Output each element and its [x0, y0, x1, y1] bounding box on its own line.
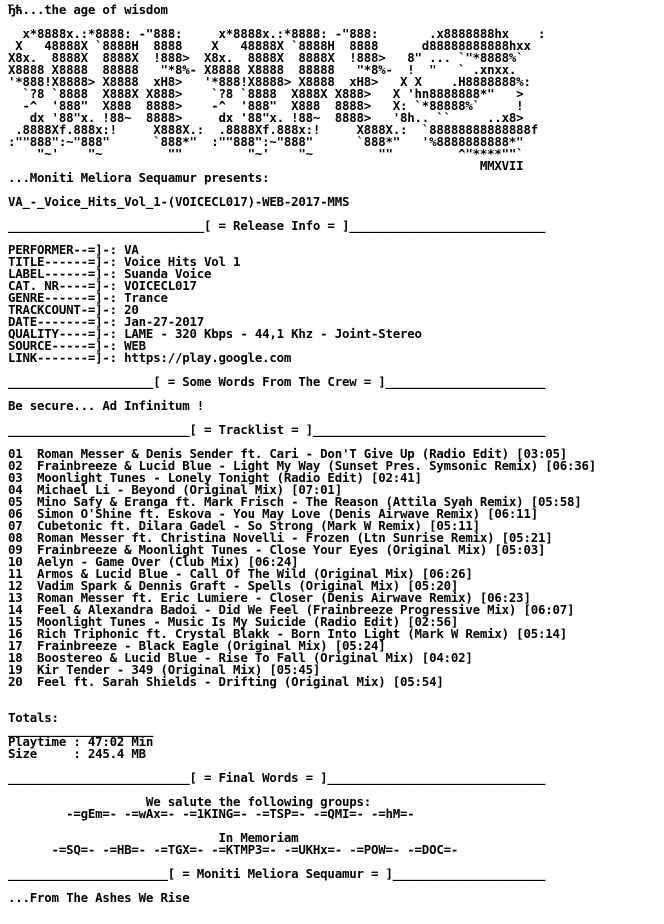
track-item: 06 Simon O'Shine ft. Eskova - You May Love (Denis Airwave Remix) [06:11] [8, 506, 538, 521]
track-item: 18 Boostereo & Lucid Blue - Rise To Fall (Original Mix) [04:02] [8, 650, 473, 665]
track-item: 13 Roman Messer ft. Eric Lumiere - Closer (Denis Airwave Remix) [06:23] [8, 590, 531, 605]
track-item: 01 Roman Messer & Denis Sender ft. Cari - Don'T Give Up (Radio Edit) [03:05] [8, 446, 568, 461]
track-item: 17 Frainbreeze - Black Eagle (Original Mix) [05:24] [8, 638, 386, 653]
text-line: We salute the following groups: [8, 794, 371, 809]
ascii-art-line: -^ '888" X888 8888> -^ '888" X888 8888> X: `*88888%` ! [8, 98, 524, 113]
track-item: 20 Feel ft. Sarah Shields - Drifting (Original Mix) [05:54] [8, 674, 444, 689]
section-divider: ______________________[ = Moniti Meliora Sequamur = ]_____________________ [8, 866, 546, 881]
track-item: 14 Feel & Alexandra Badoi - Did We Feel (Frainbreeze Progressive Mix) [06:07] [8, 602, 575, 617]
track-item: 11 Armos & Lucid Blue - Call Of The Wild (Original Mix) [06:26] [8, 566, 473, 581]
text-line: VA_-_Voice_Hits_Vol_1-(VOICECL017)-WEB-2017-MMS [8, 194, 350, 209]
ascii-art-line: x*8888x.:*8888: -"888: x*8888x.:*8888: -"888: .x8888888hx : [8, 26, 546, 41]
track-item: 16 Rich Triphonic ft. Crystal Blakk - Born Into Light (Mark W Remix) [05:14] [8, 626, 568, 641]
track-item: 15 Moonlight Tunes - Music Is My Suicide (Radio Edit) [02:56] [8, 614, 459, 629]
blank-line [8, 700, 596, 712]
section-divider: _________________________[ = Tracklist = ]________________________________ [8, 422, 546, 437]
track-item: 03 Moonlight Tunes - Lonely Tonight (Radio Edit) [02:41] [8, 470, 422, 485]
section-divider: ___________________________[ = Release Info = ]___________________________ [8, 218, 546, 233]
release-info-field: LABEL------=]-: Suanda Voice [8, 266, 212, 281]
release-info-field: TITLE------=]-: Voice Hits Vol 1 [8, 254, 241, 269]
text-line: -=gEm=- -=wAx=- -=1KING=- -=TSP=- -=QMI=- -=hM=- [8, 806, 415, 821]
ascii-art-line: X8x. 8888X 8888X !888> X8x. 8888X 8888X !888> 8" ... `"*8888%` [8, 50, 524, 65]
release-info-field: SOURCE-----=]-: WEB [8, 338, 146, 353]
text-line: ...From The Ashes We Rise [8, 890, 190, 905]
release-info-field: QUALITY----=]-: LAME - 320 Kbps - 44,1 Khz - Joint-Stereo [8, 326, 422, 341]
ascii-art-line: X 48888X `8888H 8888 X 48888X `8888H 8888 d88888888888hxx [8, 38, 531, 53]
text-line: In Memoriam [8, 830, 299, 845]
section-divider: _________________________[ = Final Words = ]______________________________ [8, 770, 546, 785]
ascii-art-line: '*888!X8888> X8888 xH8> '*888!X8888> X8888 xH8> X X .H8888888%: [8, 74, 531, 89]
text-line: Playtime : 47:02 Min [8, 734, 154, 749]
track-item: 09 Frainbreeze & Moonlight Tunes - Close Your Eyes (Original Mix) [05:03] [8, 542, 546, 557]
release-info-field: PERFORMER--=]-: VA [8, 242, 139, 257]
text-line: -=SQ=- -=HB=- -=TGX=- -=KTMP3=- -=UKHx=- -=POW=- -=DOC=- [8, 842, 459, 857]
ascii-art-line: dx '88"x. !88~ 8888> dx '88"x. !88~ 8888> '8h.. `` ..x8> [8, 110, 524, 125]
ascii-art-line: "~' "~ "" "~' "~ "" ^"****""` [8, 146, 524, 161]
blank-line [8, 688, 596, 700]
section-divider: ____________________[ = Some Words From The Crew = ]______________________ [8, 374, 546, 389]
text-line: ...Moniti Meliora Sequamur presents: [8, 170, 270, 185]
release-info-field: GENRE------=]-: Trance [8, 290, 168, 305]
release-info-field: CAT. NR----=]-: VOICECL017 [8, 278, 197, 293]
track-item: 04 Michael Li - Beyond (Original Mix) [07:01] [8, 482, 342, 497]
ascii-art-line: MMXVII [8, 158, 524, 173]
ascii-art-line: `?8 `8888 X888X X888> `?8 `8888 X888X X888> X 'hn8888888*" > [8, 86, 524, 101]
track-item: 19 Kir Tender - 349 (Original Mix) [05:45] [8, 662, 321, 677]
track-item: 12 Vadim Spark & Dennis Graft - Spells (Original Mix) [05:20] [8, 578, 459, 593]
ascii-art-line: .8888Xf.888x:! X888X.: .8888Xf.888x:! X888X.: `88888888888888f [8, 122, 538, 137]
text-line: ____________________ [8, 722, 154, 737]
release-info-field: DATE-------=]-: Jan-27-2017 [8, 314, 205, 329]
ascii-art-line: Ђћ...the age of wisdom [8, 2, 168, 17]
release-info-field: TRACKCOUNT-=]-: 20 [8, 302, 139, 317]
text-line: Size : 245.4 MB [8, 746, 146, 761]
release-info-field: LINK-------=]-: https://play.google.com [8, 350, 292, 365]
track-item: 02 Frainbreeze & Lucid Blue - Light My Way (Sunset Pres. Symsonic Remix) [06:36] [8, 458, 597, 473]
text-line: Be secure... Ad Infinitum ! [8, 398, 205, 413]
ascii-art-line: X8888 X8888 88888 "*8%- X8888 X8888 88888 "*8%- ! " ` .xnxx. [8, 62, 517, 77]
ascii-art-line: :""888":~"888" `888*" :""888":~"888" `888*" '%8888888888*" [8, 134, 524, 149]
track-item: 10 Aelyn - Game Over (Club Mix) [06:24] [8, 554, 299, 569]
track-item: 07 Cubetonic ft. Dilara Gadel - So Strong (Mark W Remix) [05:11] [8, 518, 480, 533]
nfo-text-document [8, 4, 596, 904]
text-line: Totals: [8, 710, 59, 725]
track-item: 05 Mino Safy & Eranga ft. Mark Frisch - The Reason (Attila Syah Remix) [05:58] [8, 494, 582, 509]
track-item: 08 Roman Messer ft. Christina Novelli - Frozen (Ltn Sunrise Remix) [05:21] [8, 530, 553, 545]
